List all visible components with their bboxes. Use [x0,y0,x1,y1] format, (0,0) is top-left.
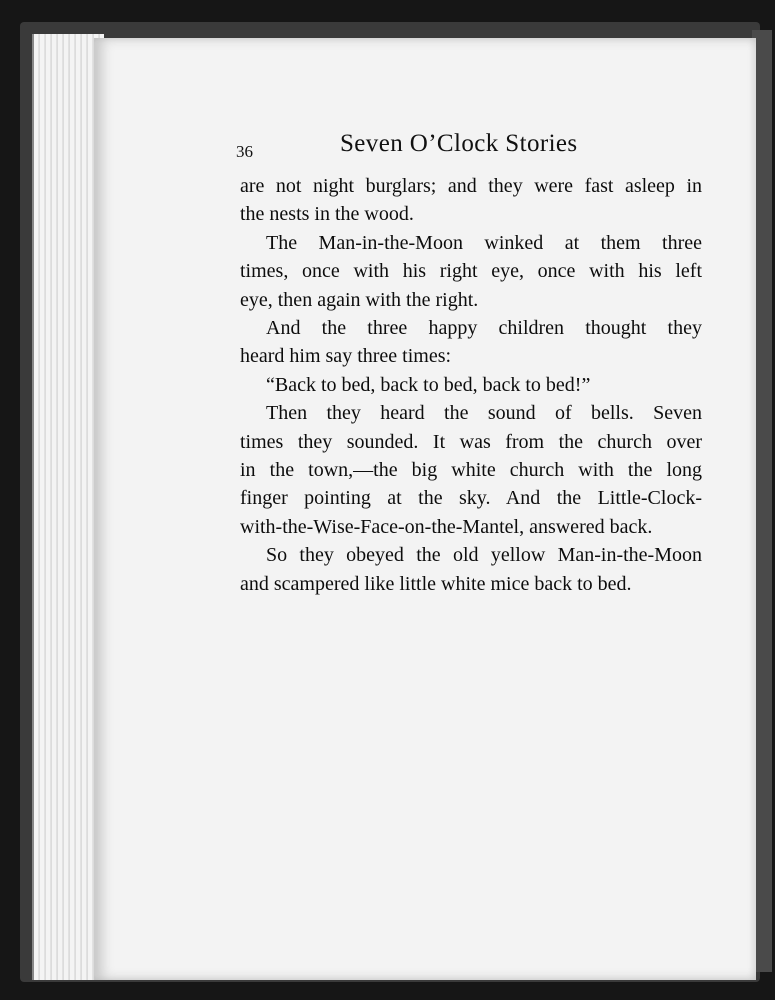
text-line: Then they heard the sound of bells. Seven [266,402,702,425]
body-text [240,172,702,598]
page-header [236,128,706,168]
text-line: times they sounded. It was from the church over [240,430,702,453]
text-line: heard him say three times: [240,345,452,368]
text-line: “Back to bed, back to bed, back to bed!” [266,373,591,396]
paragraph [240,172,702,229]
paragraph [240,314,702,371]
text-line: are not night burglars; and they were fast asleep in [240,175,702,197]
text-line: with-the-Wise-Face-on-the-Mantel, answered back. [240,515,653,538]
text-line: So they obeyed the old yellow Man-in-the-Moon [266,544,702,567]
text-line: And the three happy children thought they [266,317,702,340]
text-line: and scampered like little white mice back to bed. [240,572,632,595]
paragraph [240,371,702,399]
paragraph [240,399,702,541]
paragraph [240,229,702,314]
text-line: in the town,—the big white church with the long [240,459,702,482]
text-line: the nests in the wood. [240,203,414,226]
running-title: Seven O’Clock Stories [340,130,578,157]
text-line: times, once with his right eye, once with his left [240,260,702,283]
text-line: finger pointing at the sky. And the Little-Clock- [240,487,702,510]
text-line: eye, then again with the right. [240,288,479,311]
page-number: 36 [236,142,253,161]
paragraph [240,541,702,598]
text-line: The Man-in-the-Moon winked at them three [266,231,702,254]
